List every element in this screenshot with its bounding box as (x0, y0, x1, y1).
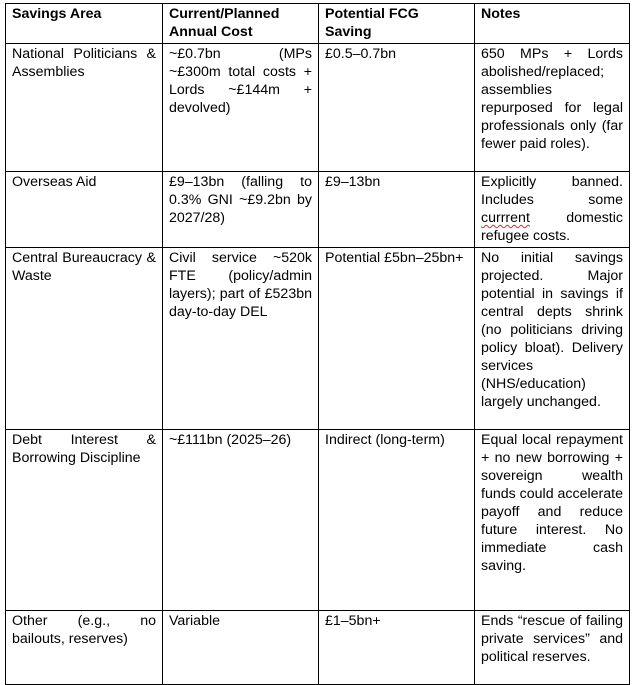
cell-notes: Equal local repayment + no new borrowing + sovereign wealth funds could accelerate payoff and reduce future interest. No immediate cash saving. (475, 430, 630, 611)
cell-savings-area: Overseas Aid (6, 172, 163, 248)
savings-table (5, 3, 630, 685)
notes-text-start: Explicitly banned. Includes some (481, 174, 623, 208)
cell-notes: Ends “rescue of failing private services” and political reserves. (475, 611, 630, 685)
cell-potential-saving: £0.5–0.7bn (319, 44, 475, 172)
cell-potential-saving: £9–13bn (319, 172, 475, 248)
cell-potential-saving: £1–5bn+ (319, 611, 475, 685)
cell-potential-saving: Potential £5bn–25bn+ (319, 248, 475, 430)
table-row (6, 248, 630, 430)
table-row (6, 430, 630, 611)
cell-savings-area: Central Bureaucracy & Waste (6, 248, 163, 430)
cell-current-cost: Variable (163, 611, 319, 685)
cell-current-cost: £9–13bn (falling to 0.3% GNI ~£9.2bn by 2027/28) (163, 172, 319, 248)
spellcheck-flagged-word: currrent (481, 210, 530, 226)
cell-savings-area: Other (e.g., no bailouts, reserves) (6, 611, 163, 685)
table-row (6, 44, 630, 172)
cell-current-cost: ~£111bn (2025–26) (163, 430, 319, 611)
header-current-cost: Current/Planned Annual Cost (163, 4, 319, 44)
header-potential-saving: Potential FCG Saving (319, 4, 475, 44)
notes-text-end: domestic refugee costs. (481, 210, 623, 244)
cell-notes: No initial savings projected. Major potential in savings if central depts shrink (no politicians driving policy bloat). Delivery services (NHS/education) largely unchanged. (475, 248, 630, 430)
cell-notes (475, 172, 630, 248)
cell-savings-area: National Politicians & Assemblies (6, 44, 163, 172)
cell-current-cost: Civil service ~520k FTE (policy/admin layers); part of £523bn day-to-day DEL (163, 248, 319, 430)
cell-savings-area: Debt Interest & Borrowing Discipline (6, 430, 163, 611)
table-row (6, 611, 630, 685)
table-header-row (6, 4, 630, 44)
cell-notes: 650 MPs + Lords abolished/replaced; assemblies repurposed for legal professionals only (far fewer paid roles). (475, 44, 630, 172)
cell-current-cost: ~£0.7bn (MPs ~£300m total costs + Lords ~£144m + devolved) (163, 44, 319, 172)
header-savings-area: Savings Area (6, 4, 163, 44)
cell-potential-saving: Indirect (long-term) (319, 430, 475, 611)
table-row (6, 172, 630, 248)
header-notes: Notes (475, 4, 630, 44)
